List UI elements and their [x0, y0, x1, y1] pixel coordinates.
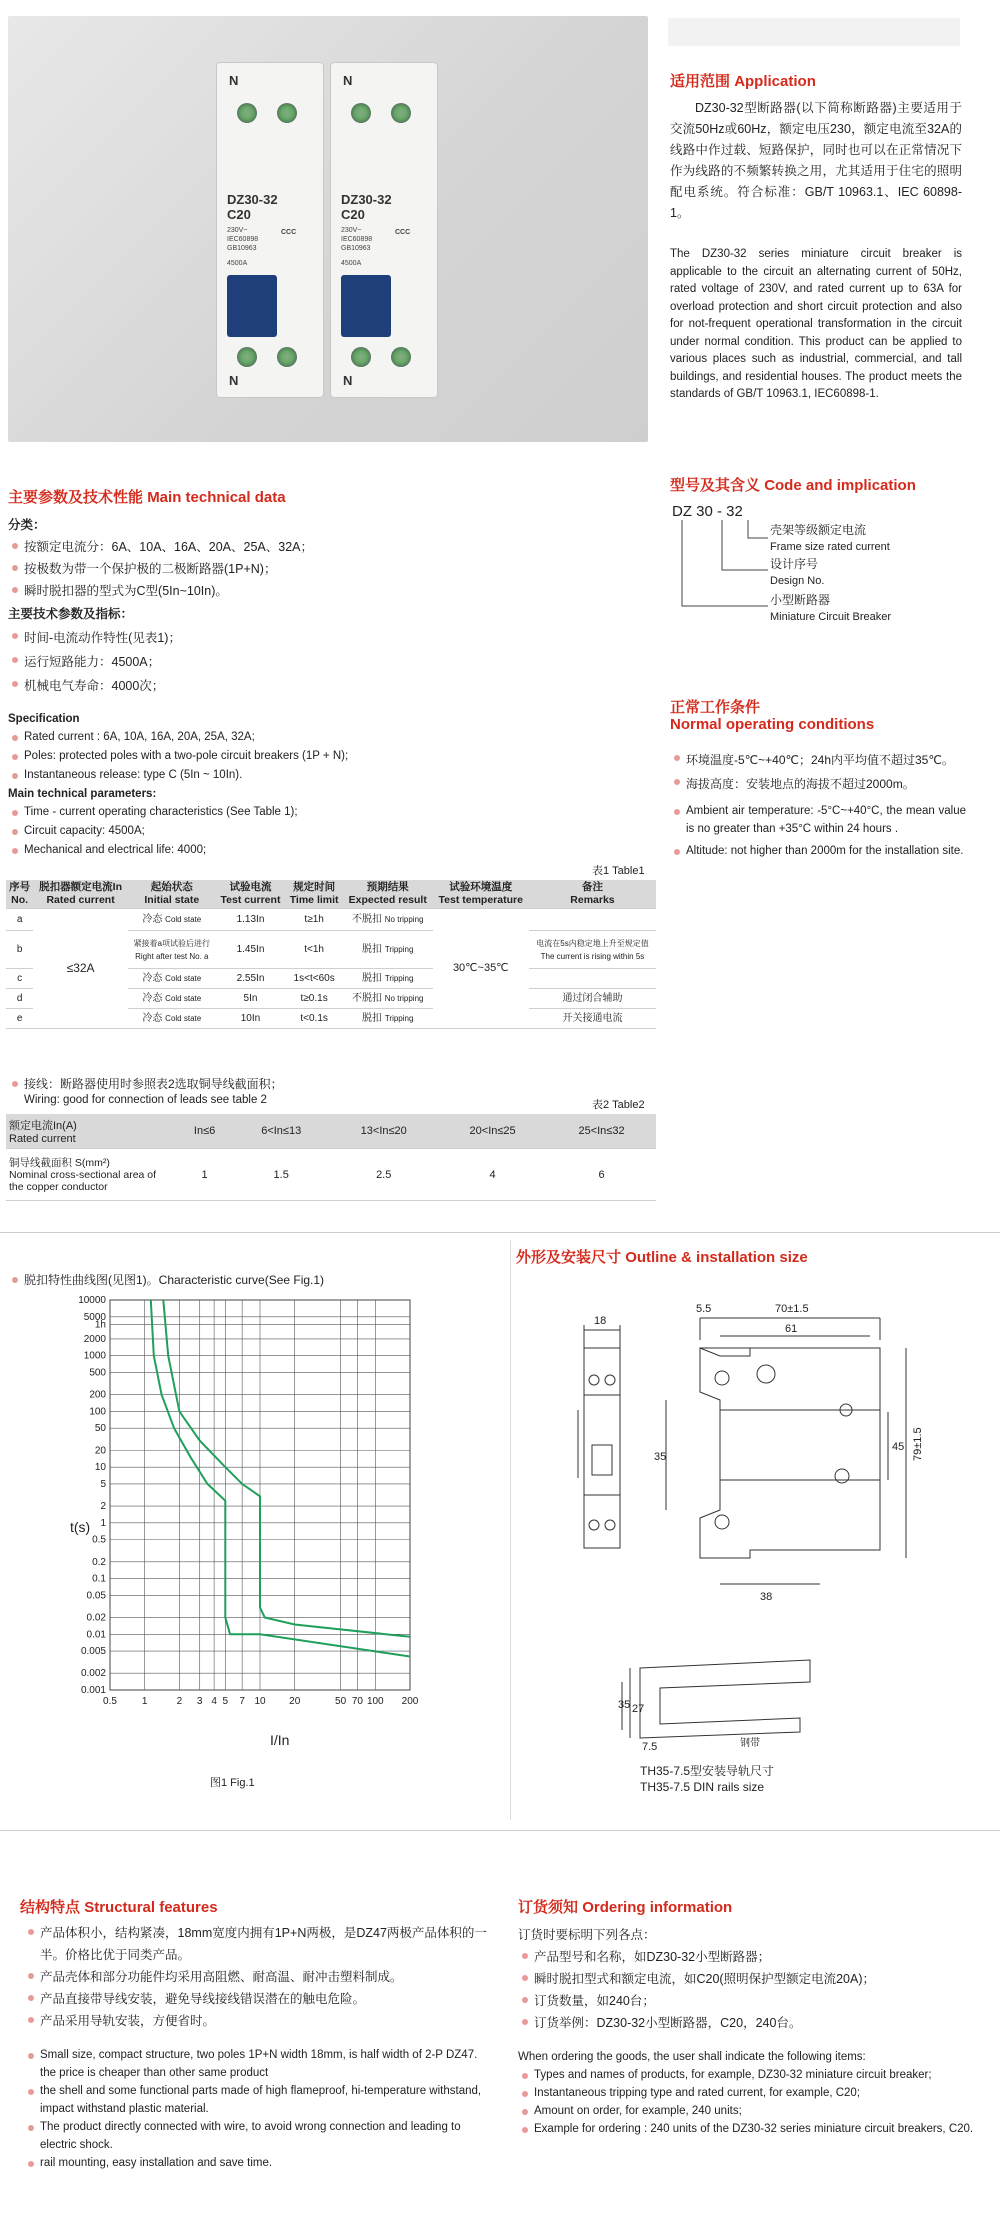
header-bar	[668, 18, 960, 46]
list-item: 产品采用导轨安装，方便省时。	[24, 2010, 494, 2032]
svg-text:70±1.5: 70±1.5	[775, 1303, 809, 1315]
screw-icon	[277, 103, 297, 123]
list-item: 产品壳体和部分功能件均采用高阻燃、耐高温、耐冲击塑料制成。	[24, 1966, 494, 1988]
screw-icon	[391, 103, 411, 123]
list-item: 瞬时脱扣型式和额定电流，如C20(照明保护型额定电流20A)；	[518, 1968, 978, 1990]
svg-text:Design No.: Design No.	[770, 575, 825, 587]
code-text: DZ 30 - 32	[672, 503, 743, 520]
application-text-en: The DZ30-32 series miniature circuit breaker is applicable to the circuit an alternating current of 50Hz, rated voltage of 230V, and rated current up to 63A for overload protection and short circuit protection and also for not-frequent operational transformation in the circuit under normal condition. This product can be applied to various places such as industrial, commercial, and tall buildings, and residential houses. The product meets the standards of GB/T 10963.1, IEC60898-1.	[670, 248, 962, 400]
list-item: The product directly connected with wire, to avoid wrong connection and leading to electric shock.	[24, 2118, 494, 2154]
y-tick-label: 1h	[94, 1319, 106, 1331]
table-row: e 冷态 Cold state 10In t<0.1s 脱扣 Tripping 开关接通电流	[6, 1009, 656, 1029]
x-axis-label: I/In	[270, 1732, 290, 1748]
table2-caption: 表2 Table2	[592, 1099, 645, 1111]
normal-list	[670, 748, 966, 860]
svg-text:18: 18	[594, 1315, 607, 1327]
list-item: 按极数为带一个保护极的二极断路器(1P+N)；	[8, 558, 648, 580]
y-tick-label: 0.5	[92, 1534, 106, 1546]
vertical-divider	[510, 1240, 511, 1820]
product-photo	[8, 16, 648, 442]
y-tick-label: 0.02	[86, 1612, 106, 1624]
normal-title-cn: 正常工作条件	[670, 699, 761, 716]
breaker-left: N DZ30-32 C20 230V~ IEC60898 GB10963 4500A CCC N	[216, 62, 324, 398]
y-tick-label: 500	[89, 1367, 106, 1379]
list-item: Ambient air temperature: -5°C~+40°C, the mean value is no greater than +35°C within 24 hours .	[670, 802, 966, 838]
svg-text:79±1.5: 79±1.5	[912, 1427, 924, 1461]
series-line-lower	[151, 1300, 410, 1657]
svg-text:Frame size rated current: Frame size rated current	[770, 541, 890, 553]
table1	[6, 880, 656, 1029]
application-text-cn: DZ30-32型断路器(以下简称断路器)主要适用于交流50Hz或60Hz，额定电压230，额定电流至32A的线路中作过载、短路保护，同时也可以在正常情况下作为线路的不频繁转换之用，尤其适用于住宅的照明配电系统。符合标准：GB/T 10963.1、IEC 60898-1。	[670, 101, 962, 220]
outline-drawing	[570, 1300, 950, 1660]
list-item: 时间-电流动作特性(见表1)；	[8, 626, 648, 650]
y-tick-label: 5	[100, 1478, 106, 1490]
x-tick-label: 50	[335, 1696, 347, 1707]
table-row: 铜导线截面积 S(mm²) Nominal cross-sectional area of the copper conductor 1 1.5 2.5 4 6	[6, 1149, 656, 1201]
list-item: Poles: protected poles with a two-pole circuit breakers (1P + N);	[8, 747, 648, 766]
screw-icon	[391, 347, 411, 367]
y-tick-label: 0.002	[80, 1668, 106, 1680]
x-tick-label: 4	[211, 1696, 217, 1707]
screw-icon	[277, 347, 297, 367]
screw-icon	[237, 103, 257, 123]
x-tick-label: 10	[254, 1696, 266, 1707]
y-tick-label: 1	[100, 1517, 106, 1529]
svg-text:61: 61	[785, 1323, 798, 1335]
din-rail-drawing	[620, 1646, 820, 1756]
list-item: 海拔高度：安装地点的海拔不超过2000m。	[670, 772, 966, 796]
x-tick-label: 20	[289, 1696, 301, 1707]
list-item: 订货举例：DZ30-32小型断路器，C20，240台。	[518, 2012, 978, 2034]
code-title: 型号及其含义 Code and implication	[670, 477, 916, 494]
screw-icon	[237, 347, 257, 367]
list-item: Amount on order, for example, 240 units;	[518, 2102, 978, 2120]
y-tick-label: 10	[94, 1462, 106, 1474]
chart-title: 脱扣特性曲线图(见图1)。Characteristic curve(See Fig.1)	[8, 1270, 1008, 1290]
x-tick-label: 3	[196, 1696, 203, 1707]
main-tech-block: 分类： 按额定电流分：6A、10A、16A、20A、25A、32A； 按极数为带一个保护极的二极断路器(1P+N)； 瞬时脱扣器的型式为C型(5In~10In)。 主要技术参数及指标： 时间-电流动作特性(见表1)； 运行短路能力：4500A； 机械电气寿命：4000次； Specification Rated current : 6A, 10A, 16A, 20A, 25A, 32A; Poles: protected poles with a two-pole circuit breakers (1P + N); Instantaneous release: type C (5In ~ 10In). Main technical parameters: Time - current operating characteristics (See Table 1); Circuit capacity: 4500A; Mechanical and electrical life: 4000;	[8, 514, 648, 860]
table-row: c 冷态 Cold state 2.55In 1s<t<60s 脱扣 Tripping	[6, 969, 656, 989]
svg-text:5.5: 5.5	[696, 1303, 712, 1315]
list-item: rail mounting, easy installation and save time.	[24, 2154, 494, 2172]
svg-text:壳架等级额定电流: 壳架等级额定电流	[770, 523, 867, 537]
list-item: Instantaneous tripping type and rated current, for example, C20;	[518, 2084, 978, 2102]
svg-text:小型断路器: 小型断路器	[770, 593, 831, 607]
divider	[0, 1232, 1000, 1233]
structure-list	[24, 1922, 494, 2172]
x-tick-label: 100	[366, 1696, 384, 1707]
rail-caption-en: TH35-7.5 DIN rails size	[640, 1780, 765, 1794]
list-item: 机械电气寿命：4000次；	[8, 674, 648, 698]
y-tick-label: 0.001	[80, 1685, 106, 1696]
ordering-list: 订货时要标明下列各点： 产品型号和名称，如DZ30-32小型断路器； 瞬时脱扣型式和额定电流，如C20(照明保护型额定电流20A)； 订货数量，如240台； 订货举例：DZ30-32小型断路器，C20，240台。 When ordering the goods, the user shall indicate the following items: Types and names of products, for example, DZ30-32 miniature circuit breaker; Instantaneous tripping type and rated current, for example, C20; Amount on order, for example, 240 units; Example for ordering : 240 units of the DZ30-32 series miniature circuit breakers, C20.	[518, 1924, 978, 2138]
x-tick-label: 0.5	[103, 1696, 117, 1707]
main-tech-title: 主要参数及技术性能 Main technical data	[8, 489, 286, 506]
list-item: Altitude: not higher than 2000m for the installation site.	[670, 842, 966, 860]
table-header: 序号 No. 脱扣器额定电流In Rated current 起始状态 Initial state 试验电流 Test current 规定时间 Time limit 预期结果 Expected result 试验环境温度 Test temperature 备注 Remarks	[6, 880, 656, 909]
svg-text:设计序号: 设计序号	[770, 557, 819, 571]
y-tick-label: 0.005	[80, 1646, 106, 1658]
list-item: 产品直接带导线安装，避免导线接线错误潜在的触电危险。	[24, 1988, 494, 2010]
y-tick-label: 2	[100, 1501, 106, 1513]
y-tick-label: 50	[94, 1423, 106, 1435]
svg-text:38: 38	[760, 1591, 773, 1603]
x-tick-label: 200	[401, 1696, 419, 1707]
screw-icon	[351, 103, 371, 123]
y-tick-label: 10000	[78, 1295, 106, 1306]
svg-text:35: 35	[618, 1699, 631, 1711]
application-title: 适用范围 Application	[670, 73, 816, 90]
rail-caption-cn: TH35-7.5型安装导轨尺寸	[640, 1764, 775, 1778]
list-item: 订货数量，如240台；	[518, 1990, 978, 2012]
screw-icon	[351, 347, 371, 367]
toggle-handle[interactable]	[227, 275, 277, 337]
toggle-handle[interactable]	[341, 275, 391, 337]
structure-title: 结构特点 Structural features	[20, 1899, 218, 1916]
list-item: Time - current operating characteristics (See Table 1);	[8, 803, 648, 822]
svg-text:7.5: 7.5	[642, 1741, 658, 1753]
y-tick-label: 100	[89, 1406, 106, 1418]
svg-text:35: 35	[654, 1451, 667, 1463]
outline-title: 外形及安装尺寸 Outline & installation size	[516, 1249, 808, 1266]
list-item: Circuit capacity: 4500A;	[8, 822, 648, 841]
normal-title-en: Normal operating conditions	[670, 716, 875, 733]
table-row: b 紧接着a项试验后进行 Right after test No. a 1.45In t<1h 脱扣 Tripping 电流在5s内稳定地上升至规定值 The current is rising within 5s	[6, 931, 656, 969]
svg-text:Miniature Circuit Breaker: Miniature Circuit Breaker	[770, 611, 892, 623]
y-tick-label: 200	[89, 1389, 106, 1401]
x-tick-label: 70	[351, 1696, 363, 1707]
wiring-cn: 接线：断路器使用时参照表2选取铜导线截面积；	[8, 1074, 1008, 1094]
y-tick-label: 0.01	[86, 1629, 106, 1641]
y-tick-label: 0.1	[92, 1573, 106, 1585]
list-item: the shell and some functional parts made of high flameproof, hi-temperature withstand, impact withstand plastic material.	[24, 2082, 494, 2118]
code-diagram	[668, 498, 968, 638]
y-axis-label: t(s)	[70, 1519, 91, 1535]
x-tick-label: 5	[222, 1696, 229, 1707]
table1-caption: 表1 Table1	[592, 865, 645, 877]
x-tick-label: 2	[176, 1696, 183, 1707]
table2	[6, 1114, 656, 1201]
list-item: 产品体积小，结构紧凑，18mm宽度内拥有1P+N两极，是DZ47两极产品体积的一半。价格比优于同类产品。	[24, 1922, 494, 1966]
y-tick-label: 0.2	[92, 1556, 106, 1568]
list-item: Rated current : 6A, 10A, 16A, 20A, 25A, 32A;	[8, 728, 648, 747]
svg-text:钢带: 钢带	[740, 1738, 760, 1749]
ordering-title: 订货须知 Ordering information	[518, 1899, 733, 1916]
list-item: 环境温度-5℃~+40℃；24h内平均值不超过35℃。	[670, 748, 966, 772]
y-tick-label: 0.05	[86, 1590, 106, 1602]
trip-curve-chart	[40, 1290, 440, 1790]
table-row: a ≤32A 冷态 Cold state 1.13In t≥1h 不脱扣 No tripping 30℃~35℃	[6, 909, 656, 931]
list-item: Small size, compact structure, two poles 1P+N width 18mm, is half width of 2-P DZ47. the price is cheaper than other same product	[24, 2046, 494, 2082]
chart-caption: 图1 Fig.1	[210, 1777, 255, 1789]
svg-text:27: 27	[632, 1703, 645, 1715]
y-tick-label: 5000	[83, 1311, 106, 1323]
y-tick-label: 1000	[83, 1350, 106, 1362]
list-item: Mechanical and electrical life: 4000;	[8, 841, 648, 860]
list-item: 运行短路能力：4500A；	[8, 650, 648, 674]
svg-text:45: 45	[892, 1441, 905, 1453]
x-tick-label: 7	[239, 1696, 245, 1707]
divider	[0, 1830, 1000, 1831]
list-item: Types and names of products, for example, DZ30-32 miniature circuit breaker;	[518, 2066, 978, 2084]
wiring-en: Wiring: good for connection of leads see table 2	[24, 1094, 267, 1106]
breaker-right: N DZ30-32 C20 230V~ IEC60898 GB10963 4500A CCC N	[330, 62, 438, 398]
list-item: Example for ordering : 240 units of the DZ30-32 series miniature circuit breakers, C20.	[518, 2120, 978, 2138]
list-item: 按额定电流分：6A、10A、16A、20A、25A、32A；	[8, 536, 648, 558]
list-item: 产品型号和名称，如DZ30-32小型断路器；	[518, 1946, 978, 1968]
y-tick-label: 20	[94, 1445, 106, 1457]
x-tick-label: 1	[141, 1696, 148, 1707]
y-tick-label: 2000	[83, 1333, 106, 1345]
list-item: 瞬时脱扣器的型式为C型(5In~10In)。	[8, 580, 648, 602]
table-row: 额定电流In(A) Rated current In≤6 6<In≤13 13<In≤20 20<In≤25 25<In≤32	[6, 1114, 656, 1149]
table-row: d 冷态 Cold state 5In t≥0.1s 不脱扣 No tripping 通过闭合辅助	[6, 989, 656, 1009]
list-item: Instantaneous release: type C (5In ~ 10In).	[8, 766, 648, 785]
series-line-upper	[163, 1300, 410, 1637]
